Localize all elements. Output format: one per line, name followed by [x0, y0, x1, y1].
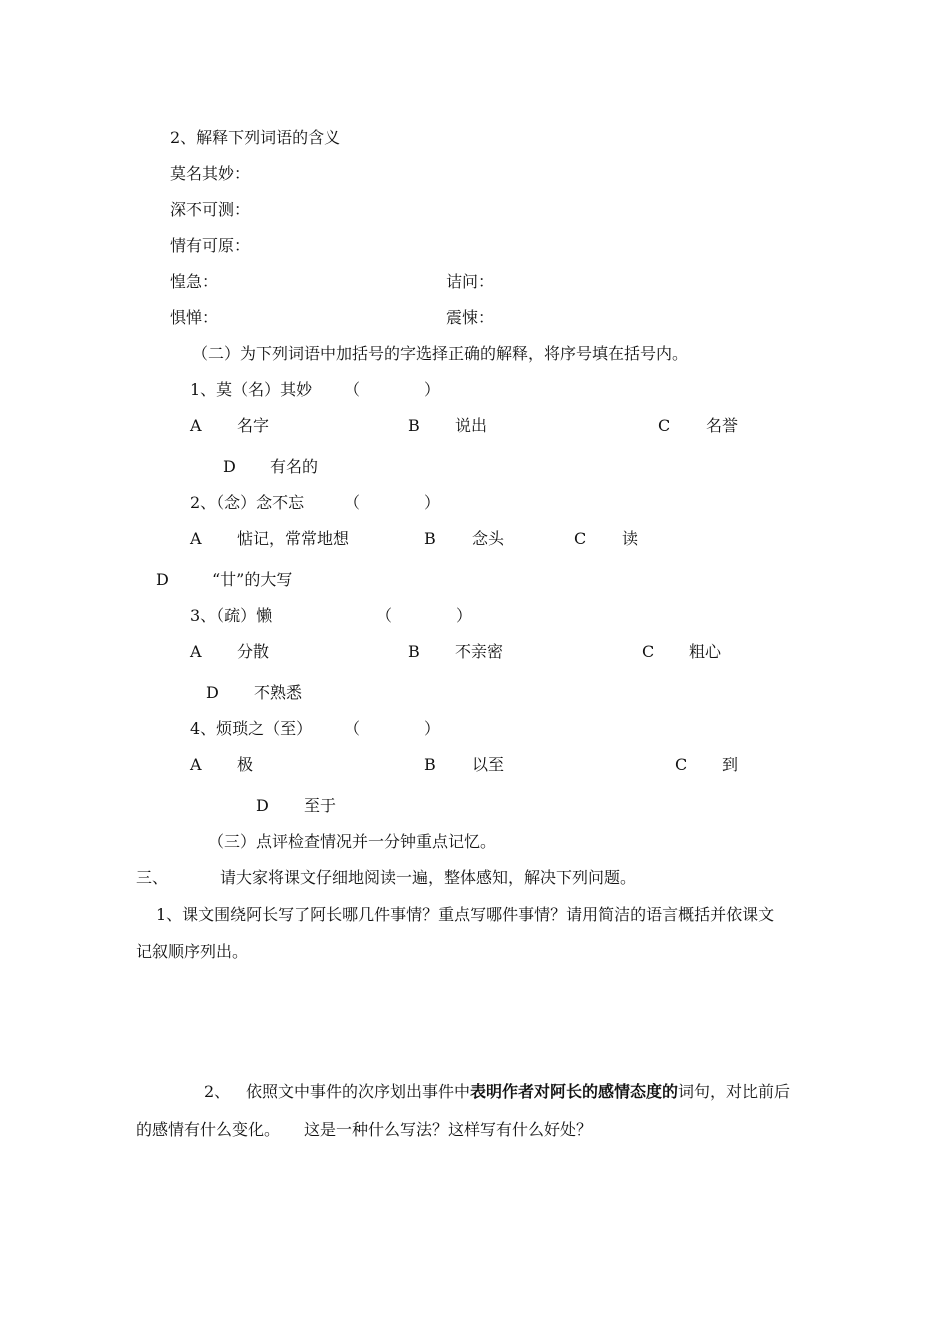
answer-blank[interactable]: （ ）: [344, 719, 441, 738]
question-1-line1: 1、课文围绕阿长写了阿长哪几件事情？重点写哪件事情？请用简洁的语言概括并依课文: [156, 905, 775, 924]
option-text: 以至: [472, 755, 505, 774]
option-letter: B: [408, 642, 420, 661]
vocab-item: 惧惮：: [170, 308, 219, 327]
vocab-item: 情有可原：: [170, 236, 251, 255]
vocab-item: 深不可测：: [170, 200, 251, 219]
option-text: 惦记，常常地想: [237, 529, 350, 548]
vocab-item: 震悚：: [446, 308, 495, 327]
part2-heading: （二）为下列词语中加括号的字选择正确的解释，将序号填在括号内。: [192, 344, 689, 363]
option-letter: A: [190, 416, 202, 435]
question-2-emphasis: 表明作者对阿长的感情态度的: [470, 1082, 679, 1101]
option-text: 念头: [472, 529, 505, 548]
option-text: 粗心: [689, 642, 722, 661]
section-intro: 请大家将课文仔细地阅读一遍，整体感知，解决下列问题。: [220, 868, 637, 887]
option-text: 不亲密: [455, 642, 504, 661]
option-text: 到: [722, 755, 739, 774]
question-stem: 4、烦琐之（至）: [190, 719, 313, 738]
question-1-line2: 记叙顺序列出。: [136, 942, 249, 961]
option-text: 至于: [304, 796, 337, 815]
option-text: 名字: [237, 416, 270, 435]
option-letter: D: [256, 796, 269, 815]
question-stem: 2、（念）念不忘: [190, 493, 305, 512]
question-2-line1: [246, 1082, 790, 1102]
vocab-heading: 2、解释下列词语的含义: [170, 128, 341, 147]
option-letter: B: [424, 755, 436, 774]
part3-heading: （三）点评检查情况并一分钟重点记忆。: [208, 832, 497, 851]
section-number: 三、: [136, 868, 169, 887]
question-2-line2a: 的感情有什么变化。: [136, 1120, 281, 1139]
vocab-item: 诘问：: [446, 272, 495, 291]
question-2-text-post: 词句，对比前后: [678, 1082, 791, 1101]
option-letter: C: [658, 416, 671, 435]
option-text: 极: [237, 755, 254, 774]
option-text: 读: [622, 529, 639, 548]
option-letter: C: [642, 642, 655, 661]
question-2-line2b: 这是一种什么写法？这样写有什么好处？: [304, 1120, 593, 1139]
option-text: 名誉: [706, 416, 739, 435]
question-stem: 3、（疏）懒: [190, 606, 273, 625]
question-stem: 1、莫（名）其妙: [190, 380, 313, 399]
option-text: 说出: [455, 416, 488, 435]
option-text: 不熟悉: [254, 683, 303, 702]
option-letter: B: [408, 416, 420, 435]
answer-blank[interactable]: （ ）: [344, 380, 441, 399]
question-2-text-pre: 依照文中事件的次序划出事件中: [246, 1082, 471, 1101]
option-letter: D: [206, 683, 219, 702]
question-2-number: 2、: [204, 1082, 231, 1101]
option-letter: C: [675, 755, 688, 774]
option-letter: D: [223, 457, 236, 476]
answer-blank[interactable]: （ ）: [376, 606, 473, 625]
option-text: 有名的: [270, 457, 319, 476]
option-letter: A: [190, 529, 202, 548]
answer-blank[interactable]: （ ）: [344, 493, 441, 512]
option-text: “廿”的大写: [212, 570, 293, 589]
option-letter: A: [190, 642, 202, 661]
vocab-item: 惶急：: [170, 272, 219, 291]
option-text: 分散: [237, 642, 270, 661]
option-letter: D: [156, 570, 169, 589]
vocab-item: 莫名其妙：: [170, 164, 251, 183]
option-letter: B: [424, 529, 436, 548]
option-letter: A: [190, 755, 202, 774]
option-letter: C: [574, 529, 587, 548]
